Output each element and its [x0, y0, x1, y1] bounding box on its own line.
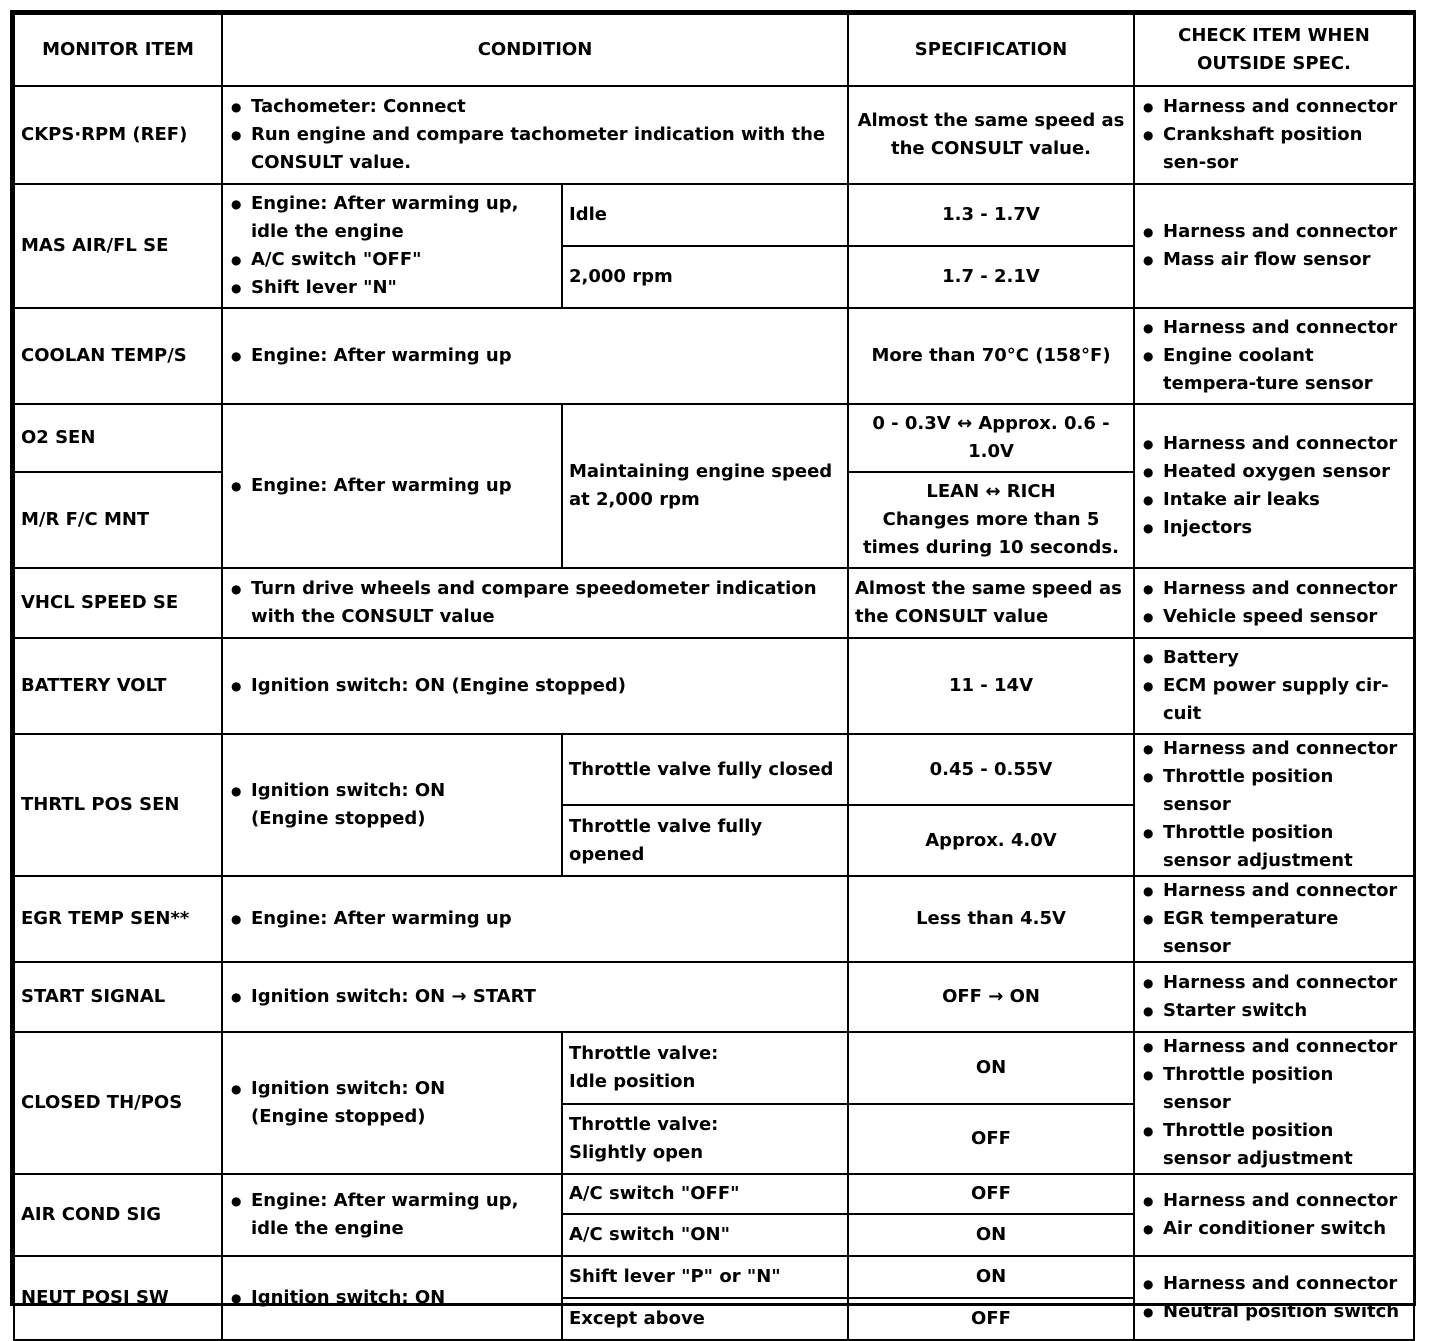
condition-bullet: ● Ignition switch: ON (Engine stopped) [229, 672, 841, 700]
check-bullet: ● Harness and connector [1141, 735, 1407, 763]
condition-list [229, 575, 841, 631]
table-row [14, 184, 1414, 246]
monitor-item: O2 SEN [14, 404, 222, 472]
check-cell [1134, 962, 1414, 1032]
check-cell [1134, 86, 1414, 184]
condition-list [229, 905, 841, 933]
check-bullet: ● Harness and connector [1141, 218, 1407, 246]
condition-cell [222, 1256, 562, 1340]
header-check-item: CHECK ITEM WHEN OUTSIDE SPEC. [1134, 14, 1414, 86]
specification: ON [848, 1032, 1134, 1104]
monitor-item: EGR TEMP SEN** [14, 876, 222, 962]
condition-list [229, 983, 841, 1011]
sub-condition: 2,000 rpm [562, 246, 848, 308]
specification: More than 70°C (158°F) [848, 308, 1134, 404]
check-cell [1134, 734, 1414, 876]
monitor-item: MAS AIR/FL SE [14, 184, 222, 308]
table-row [14, 1256, 1414, 1298]
check-bullet: ● Engine coolant tempera-ture sensor [1141, 342, 1407, 398]
monitor-item: THRTL POS SEN [14, 734, 222, 876]
monitor-item: CKPS·RPM (REF) [14, 86, 222, 184]
condition-cell [222, 1174, 562, 1256]
specification: 1.7 - 2.1V [848, 246, 1134, 308]
condition-cell [222, 404, 562, 568]
check-list [1141, 644, 1407, 728]
monitor-item: NEUT POSI SW [14, 1256, 222, 1340]
condition-bullet: ● Engine: After warming up [229, 905, 841, 933]
condition-cell [222, 86, 848, 184]
check-bullet: ● Throttle position sensor [1141, 1061, 1407, 1117]
condition-bullet: ● Engine: After warming up [229, 472, 555, 500]
specification: Almost the same speed as the CONSULT value. [848, 86, 1134, 184]
condition-bullet: ● Engine: After warming up [229, 342, 841, 370]
check-bullet: ● Throttle position sensor [1141, 763, 1407, 819]
sub-condition: Shift lever "P" or "N" [562, 1256, 848, 1298]
check-bullet: ● Harness and connector [1141, 430, 1407, 458]
condition-list [229, 1075, 555, 1131]
check-list [1141, 93, 1407, 177]
condition-bullet: ● Ignition switch: ON [229, 1284, 555, 1312]
condition-list [229, 472, 555, 500]
condition-bullet: ● Shift lever "N" [229, 274, 555, 302]
table-row [14, 1174, 1414, 1214]
check-cell [1134, 184, 1414, 308]
check-cell [1134, 568, 1414, 638]
check-bullet: ● Harness and connector [1141, 1270, 1407, 1298]
table-row [14, 734, 1414, 805]
condition-bullet: ● Tachometer: Connect [229, 93, 841, 121]
check-bullet: ● Starter switch [1141, 997, 1407, 1025]
check-cell [1134, 876, 1414, 962]
check-cell [1134, 638, 1414, 734]
sub-condition: A/C switch "ON" [562, 1214, 848, 1256]
condition-list [229, 672, 841, 700]
monitor-item: CLOSED TH/POS [14, 1032, 222, 1174]
check-bullet: ● Crankshaft position sen-sor [1141, 121, 1407, 177]
check-cell [1134, 1032, 1414, 1174]
condition-bullet: ● Engine: After warming up, idle the engine [229, 190, 555, 246]
condition-cell [222, 734, 562, 876]
specification: OFF [848, 1174, 1134, 1214]
check-list [1141, 877, 1407, 961]
specification: ON [848, 1214, 1134, 1256]
check-list [1141, 735, 1407, 875]
condition-cell [222, 962, 848, 1032]
check-list [1141, 1033, 1407, 1173]
monitor-item: AIR COND SIG [14, 1174, 222, 1256]
sub-condition: Throttle valve: Idle position [562, 1032, 848, 1104]
condition-cell [222, 1032, 562, 1174]
check-bullet: ● ECM power supply cir-cuit [1141, 672, 1407, 728]
condition-bullet: ● Engine: After warming up, idle the engine [229, 1187, 555, 1243]
check-bullet: ● EGR temperature sensor [1141, 905, 1407, 961]
check-bullet: ● Vehicle speed sensor [1141, 603, 1407, 631]
check-list [1141, 314, 1407, 398]
specification: LEAN ↔ RICH Changes more than 5 times during 10 seconds. [848, 472, 1134, 568]
specification: 0.45 - 0.55V [848, 734, 1134, 805]
specification: Almost the same speed as the CONSULT value [848, 568, 1134, 638]
condition-list [229, 93, 841, 177]
condition-list [229, 1187, 555, 1243]
condition-bullet: ● Ignition switch: ON → START [229, 983, 841, 1011]
check-cell [1134, 404, 1414, 568]
condition-bullet: ● Ignition switch: ON (Engine stopped) [229, 1075, 555, 1131]
check-bullet: ● Harness and connector [1141, 969, 1407, 997]
sub-condition: Except above [562, 1298, 848, 1340]
table-row [14, 1032, 1414, 1104]
check-bullet: ● Throttle position sensor adjustment [1141, 1117, 1407, 1173]
check-cell [1134, 1174, 1414, 1256]
header-monitor-item: MONITOR ITEM [14, 14, 222, 86]
monitor-item: VHCL SPEED SE [14, 568, 222, 638]
table-row [14, 568, 1414, 638]
sub-condition: Throttle valve fully closed [562, 734, 848, 805]
table-row [14, 86, 1414, 184]
check-bullet: ● Heated oxygen sensor [1141, 458, 1407, 486]
check-bullet: ● Harness and connector [1141, 877, 1407, 905]
check-bullet: ● Harness and connector [1141, 314, 1407, 342]
check-bullet: ● Air conditioner switch [1141, 1215, 1407, 1243]
table-row [14, 308, 1414, 404]
condition-cell [222, 308, 848, 404]
monitor-item: COOLAN TEMP/S [14, 308, 222, 404]
specification: OFF [848, 1298, 1134, 1340]
specification: Less than 4.5V [848, 876, 1134, 962]
monitor-item: M/R F/C MNT [14, 472, 222, 568]
specification: 0 - 0.3V ↔ Approx. 0.6 - 1.0V [848, 404, 1134, 472]
specification: OFF [848, 1104, 1134, 1174]
check-list [1141, 430, 1407, 542]
header-condition: CONDITION [222, 14, 848, 86]
specification: ON [848, 1256, 1134, 1298]
check-bullet: ● Harness and connector [1141, 1187, 1407, 1215]
condition-list [229, 190, 555, 302]
condition-bullet: ● A/C switch "OFF" [229, 246, 555, 274]
specification: 1.3 - 1.7V [848, 184, 1134, 246]
check-bullet: ● Harness and connector [1141, 1033, 1407, 1061]
check-bullet: ● Injectors [1141, 514, 1407, 542]
condition-cell [222, 876, 848, 962]
consult-monitor-table [13, 13, 1415, 1341]
check-list [1141, 218, 1407, 274]
condition-bullet: ● Ignition switch: ON (Engine stopped) [229, 777, 555, 833]
condition-list [229, 777, 555, 833]
specification: 11 - 14V [848, 638, 1134, 734]
header-row [14, 14, 1414, 86]
condition-bullet: ● Run engine and compare tachometer indication with the CONSULT value. [229, 121, 841, 177]
consult-monitor-table-frame [10, 10, 1416, 1329]
condition-list [229, 1284, 555, 1312]
check-cell [1134, 308, 1414, 404]
check-bullet: ● Harness and connector [1141, 93, 1407, 121]
sub-condition: Idle [562, 184, 848, 246]
condition-cell [222, 638, 848, 734]
check-list [1141, 1187, 1407, 1243]
table-row [14, 962, 1414, 1032]
monitor-item: BATTERY VOLT [14, 638, 222, 734]
check-cell [1134, 1256, 1414, 1340]
condition-cell [222, 184, 562, 308]
sub-condition: Throttle valve fully opened [562, 805, 848, 876]
monitor-item: START SIGNAL [14, 962, 222, 1032]
sub-condition: Throttle valve: Slightly open [562, 1104, 848, 1174]
check-list [1141, 1270, 1407, 1326]
table-row [14, 638, 1414, 734]
check-bullet: ● Battery [1141, 644, 1407, 672]
condition-bullet: ● Turn drive wheels and compare speedometer indication with the CONSULT value [229, 575, 841, 631]
condition-list [229, 342, 841, 370]
check-bullet: ● Neutral position switch [1141, 1298, 1407, 1326]
specification: Approx. 4.0V [848, 805, 1134, 876]
check-bullet: ● Throttle position sensor adjustment [1141, 819, 1407, 875]
sub-condition: Maintaining engine speed at 2,000 rpm [562, 404, 848, 568]
table-row [14, 876, 1414, 962]
table-row [14, 404, 1414, 472]
specification: OFF → ON [848, 962, 1134, 1032]
header-specification: SPECIFICATION [848, 14, 1134, 86]
check-list [1141, 575, 1407, 631]
check-bullet: ● Harness and connector [1141, 575, 1407, 603]
check-list [1141, 969, 1407, 1025]
check-bullet: ● Intake air leaks [1141, 486, 1407, 514]
condition-cell [222, 568, 848, 638]
check-bullet: ● Mass air flow sensor [1141, 246, 1407, 274]
sub-condition: A/C switch "OFF" [562, 1174, 848, 1214]
